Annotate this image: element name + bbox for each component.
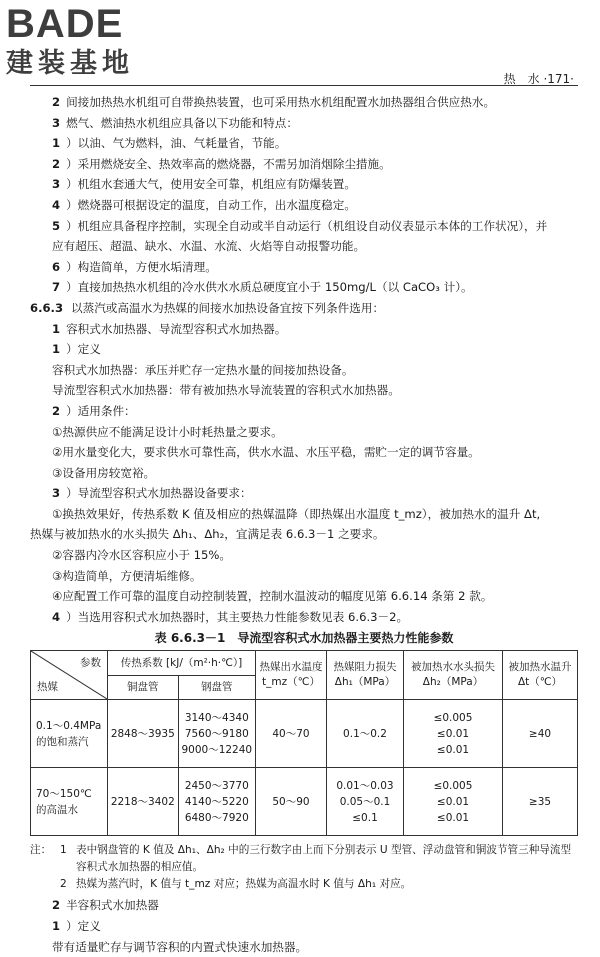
line-text: 间接加热热水机组可自带换热装置，也可采用热水机组配置水加热器组合供应热水。 <box>66 95 496 109</box>
line-text: ）定义 <box>66 342 101 357</box>
note-2-text: 热媒为蒸汽时，K 值与 t_mz 对应；热媒为高温水时 K 值与 Δh₁ 对应。 <box>76 878 412 891</box>
outlet-cell <box>256 700 327 768</box>
loss-cell-value: ≤0.01 <box>436 727 470 740</box>
item-number: 7 <box>52 280 61 295</box>
copper-header: 铜盘管 <box>108 675 179 700</box>
medium-cell-value: 70～150℃的高温水 <box>36 787 92 816</box>
item-number: 1 <box>52 342 61 357</box>
item-number: 3 <box>52 177 61 192</box>
logo-wordmark: BADE <box>6 2 124 46</box>
table-row <box>31 700 578 768</box>
text-line-m13 <box>30 566 578 587</box>
text-line-l5 <box>30 174 578 195</box>
loss-header: 被加热水水头损失 Δh₂（MPa） <box>404 651 503 700</box>
line-text: ①换热效果好，传热系数 K 值及相应的热媒温降（即热媒出水温度 t_mz），被加热水的温升 Δt, <box>52 506 541 521</box>
line-text: ②容器内冷水区容积应小于 15%。 <box>52 548 231 563</box>
corner-cell <box>31 651 108 700</box>
item-number: 4 <box>52 609 61 624</box>
text-line-l6 <box>30 195 578 216</box>
item-number: 5 <box>52 218 61 233</box>
rise-cell <box>503 768 578 836</box>
note-label: 注： <box>30 844 52 857</box>
outlet-cell-value: 40～70 <box>272 727 310 740</box>
line-text: ）机组水套通大气，使用安全可靠，机组应有防爆装置。 <box>66 177 356 192</box>
line-text: ）燃烧器可根据设定的温度，自动工作，出水温度稳定。 <box>66 197 356 212</box>
outlet-cell <box>256 768 327 836</box>
section-text: 以蒸汽或高温水为热媒的间接水加热设备宜按下列条件选用： <box>71 300 385 315</box>
note-1-number: 1 <box>60 844 67 857</box>
item-number: 2 <box>52 898 61 913</box>
text-line-m4 <box>30 380 578 401</box>
loss-cell-value: ≤0.01 <box>436 743 470 756</box>
steel-cell-value: 9000～12240 <box>181 743 253 756</box>
text-line-a1 <box>30 895 578 916</box>
text-line-m9 <box>30 483 578 504</box>
line-text: 燃气、燃油热水机组应具备以下功能和特点： <box>66 115 298 130</box>
text-line-m7 <box>30 442 578 463</box>
table-row <box>31 768 578 836</box>
resist-cell-value: 0.05～0.1 <box>339 795 391 808</box>
rise-cell <box>503 700 578 768</box>
loss-cell-value: ≤0.01 <box>436 811 470 824</box>
line-text: 导流型容积式水加热器：带有被加热水导流装置的容积式水加热器。 <box>52 383 400 398</box>
text-line-l10 <box>30 277 578 298</box>
logo-chinese: 建装基地 <box>6 48 134 79</box>
text-line-l9 <box>30 257 578 278</box>
copper-cell <box>108 700 179 768</box>
line-text: 带有适量贮存与调节容积的内置式快速水加热器。 <box>52 939 308 954</box>
loss-cell-value: ≤0.01 <box>436 795 470 808</box>
text-line-m3 <box>30 360 578 381</box>
copper-cell-value: 2218～3402 <box>110 795 175 808</box>
loss-cell <box>404 700 503 768</box>
running-header: 热 水 ·171· <box>503 72 574 86</box>
item-number: 2 <box>52 403 61 418</box>
resist-cell-value: 0.01～0.03 <box>336 779 394 792</box>
resist-cell-value: 0.1～0.2 <box>343 727 387 740</box>
rise-cell-value: ≥35 <box>528 795 552 808</box>
line-text: ）导流型容积式水加热器设备要求： <box>66 486 252 501</box>
text-line-m8 <box>30 463 578 484</box>
loss-cell <box>404 768 503 836</box>
corner-bottom: 热媒 <box>37 681 58 694</box>
line-text: ）定义 <box>66 919 101 934</box>
line-text: ④应配置工作可靠的温度自动控制装置，控制水温波动的幅度见第 6.6.14 条第 2 款。 <box>52 589 493 604</box>
line-text: ）适用条件： <box>66 403 136 418</box>
page-body <box>30 92 578 957</box>
item-number: 2 <box>52 95 61 109</box>
line-text: ）构造简单，方便水垢清理。 <box>66 259 217 274</box>
line-text: 容积式水加热器：承压并贮存一定热水量的间接加热设备。 <box>52 362 354 377</box>
line-text: 容积式水加热器、导流型容积式水加热器。 <box>66 321 287 336</box>
text-block-3 <box>30 895 578 957</box>
note-1-text-b: 容积式水加热器的相应值。 <box>76 861 204 874</box>
resist-cell <box>327 768 404 836</box>
text-line-l8 <box>30 236 578 257</box>
text-line-m10 <box>30 504 578 525</box>
line-text: 应有超压、超温、缺水、水温、水流、火焰等自动报警功能。 <box>52 239 366 254</box>
steel-cell-value: 4140～5220 <box>184 795 249 808</box>
section-heading <box>30 298 578 319</box>
rise-header: 被加热水温升 Δt（℃） <box>503 651 578 700</box>
line-text: ②用水量变化大，要求供水可靠性高，供水水温、水压平稳，需贮一定的调节容量。 <box>52 445 480 460</box>
text-line-m2 <box>30 339 578 360</box>
medium-cell <box>31 700 108 768</box>
text-line-m15 <box>30 607 578 628</box>
k-header: 传热系数 [kJ/（m²·h·℃）] <box>108 651 256 676</box>
item-number: 2 <box>52 156 61 171</box>
text-line-l7 <box>30 216 578 237</box>
item-number: 1 <box>52 919 61 934</box>
text-block-1 <box>30 92 578 298</box>
line-text: ）采用燃烧安全、热效率高的燃烧器，不需另加消烟除尘措施。 <box>66 156 391 171</box>
note-2-number: 2 <box>60 878 67 891</box>
text-block-2 <box>30 319 578 628</box>
text-line-l4 <box>30 154 578 175</box>
line-text: ①热源供应不能满足设计小时耗热量之要求。 <box>52 424 283 439</box>
text-line-m6 <box>30 422 578 443</box>
item-number: 1 <box>52 321 61 336</box>
item-number: 3 <box>52 486 61 501</box>
rise-cell-value: ≥40 <box>528 727 552 740</box>
note-1 <box>30 842 578 859</box>
table-notes <box>30 842 578 893</box>
medium-cell <box>31 768 108 836</box>
text-line-l1 <box>30 92 578 113</box>
item-number: 1 <box>52 136 61 151</box>
resist-header: 热媒阻力损失 Δh₁（MPa） <box>327 651 404 700</box>
line-text: ）机组应具备程序控制，实现全自动或半自动运行（机组设自动仪表显示本体的工作状况），并 <box>66 218 548 233</box>
header-rule <box>30 85 578 86</box>
line-text: ③设备用房较宽裕。 <box>52 465 156 480</box>
section-number: 6.6.3 <box>30 300 64 315</box>
medium-cell-value: 0.1～0.4MPa的饱和蒸汽 <box>36 719 102 748</box>
item-number: 3 <box>52 115 61 130</box>
text-line-m5 <box>30 401 578 422</box>
text-line-l3 <box>30 133 578 154</box>
line-text: ）直接加热热水机组的冷水供水水质总硬度宜小于 150mg/L（以 CaCO₃ 计）。 <box>66 280 473 295</box>
outlet-header: 热媒出水温度 t_mz（℃） <box>256 651 327 700</box>
loss-cell-value: ≤0.005 <box>433 779 473 792</box>
steel-cell-value: 2450～3770 <box>184 779 249 792</box>
text-line-m11 <box>30 524 578 545</box>
steel-cell-value: 3140～4340 <box>184 711 249 724</box>
steel-header: 钢盘管 <box>178 675 255 700</box>
steel-cell <box>178 700 255 768</box>
outlet-cell-value: 50～90 <box>272 795 310 808</box>
line-text: 半容积式水加热器 <box>66 898 159 913</box>
note-1-continued <box>30 859 578 876</box>
copper-cell <box>108 768 179 836</box>
text-line-l2 <box>30 113 578 134</box>
steel-cell <box>178 768 255 836</box>
line-text: ）以油、气为燃料，油、气耗量省，节能。 <box>66 136 287 151</box>
text-line-m1 <box>30 319 578 340</box>
performance-table <box>30 650 578 836</box>
copper-cell-value: 2848～3935 <box>110 727 175 740</box>
corner-top: 参数 <box>80 657 101 670</box>
text-line-m12 <box>30 545 578 566</box>
steel-cell-value: 6480～7920 <box>184 811 249 824</box>
logo <box>6 2 176 80</box>
note-2 <box>30 876 578 893</box>
text-line-a2 <box>30 916 578 937</box>
steel-cell-value: 7560～9180 <box>184 727 249 740</box>
resist-cell <box>327 700 404 768</box>
line-text: ③构造简单，方便清垢维修。 <box>52 568 202 583</box>
line-text: 热媒与被加热水的水头损失 Δh₁、Δh₂，宜满足表 6.6.3－1 之要求。 <box>30 527 385 542</box>
line-text: ）当选用容积式水加热器时，其主要热力性能参数见表 6.6.3－2。 <box>66 609 409 624</box>
text-line-m14 <box>30 586 578 607</box>
loss-cell-value: ≤0.005 <box>433 711 473 724</box>
note-1-text: 表中钢盘管的 K 值及 Δh₁、Δh₂ 中的三行数字由上而下分别表示 U 型管、浮动盘管和铜波节管三种导流型 <box>76 844 572 857</box>
table-title: 表 6.6.3－1 导流型容积式水加热器主要热力性能参数 <box>154 631 454 646</box>
item-number: 4 <box>52 197 61 212</box>
text-line-a3 <box>30 937 578 957</box>
item-number: 6 <box>52 259 61 274</box>
resist-cell-value: ≤0.1 <box>352 811 378 824</box>
table-body <box>31 700 578 836</box>
